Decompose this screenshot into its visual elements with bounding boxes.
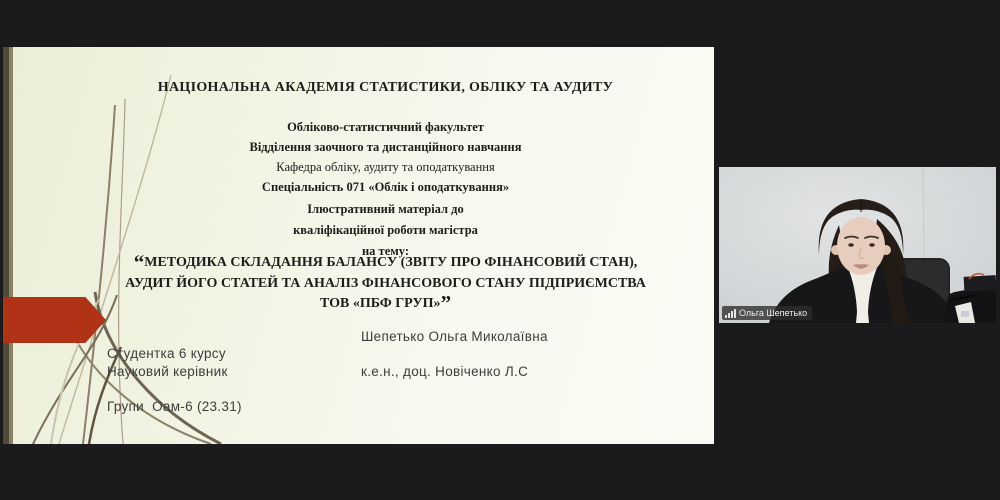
advisor-role-label: Науковий керівник xyxy=(107,364,228,379)
specialty-line: Спеціальність 071 «Облік і оподаткування» xyxy=(261,180,510,194)
thesis-title-line3: ТОВ «ПБФ ГРУП»” xyxy=(319,291,452,315)
faculty-line: Обліково-статистичний факультет xyxy=(287,120,484,134)
material-intro-line3: на тему: xyxy=(361,244,410,258)
thesis-title-line2: АУДИТ ЙОГО СТАТЕЙ ТА АНАЛІЗ ФІНАНСОВОГО СТАНУ ПІДПРИЄМСТВА xyxy=(125,275,646,291)
participant-video-tile[interactable] xyxy=(719,167,996,323)
faculty-block xyxy=(63,117,708,197)
student-name: Шепетько Ольга Миколаївна xyxy=(361,329,548,344)
presentation-slide xyxy=(3,47,714,444)
participant-name-label: Ольга Шепетько xyxy=(739,308,808,318)
advisor-name: к.е.н., доц. Новіченко Л.С xyxy=(361,364,529,379)
material-intro-line1: Ілюстративний матеріал до xyxy=(307,202,464,216)
webcam-video-frame xyxy=(719,167,996,323)
division-line: Відділення заочного та дистанційного навчання xyxy=(249,140,522,154)
thesis-title-line1: “МЕТОДИКА СКЛАДАННЯ БАЛАНСУ (ЗВІТУ ПРО ФІНАНСОВИЙ СТАН), xyxy=(133,250,638,274)
university-title: НАЦІОНАЛЬНА АКАДЕМІЯ СТАТИСТИКИ, ОБЛІКУ ТА АУДИТУ xyxy=(157,80,614,95)
student-role-line2: Групи Оам-6 (23.31) xyxy=(107,398,242,414)
student-role-line1: Студентка 6 курсу xyxy=(107,346,226,361)
close-quote-glyph: ” xyxy=(440,291,452,315)
open-quote-glyph: “ xyxy=(133,250,145,274)
participant-name-tag xyxy=(722,306,812,320)
audio-signal-icon xyxy=(725,309,736,318)
material-intro-line2: кваліфікаційної роботи магістра xyxy=(293,223,478,237)
department-line: Кафедра обліку, аудиту та оподаткування xyxy=(276,160,495,174)
